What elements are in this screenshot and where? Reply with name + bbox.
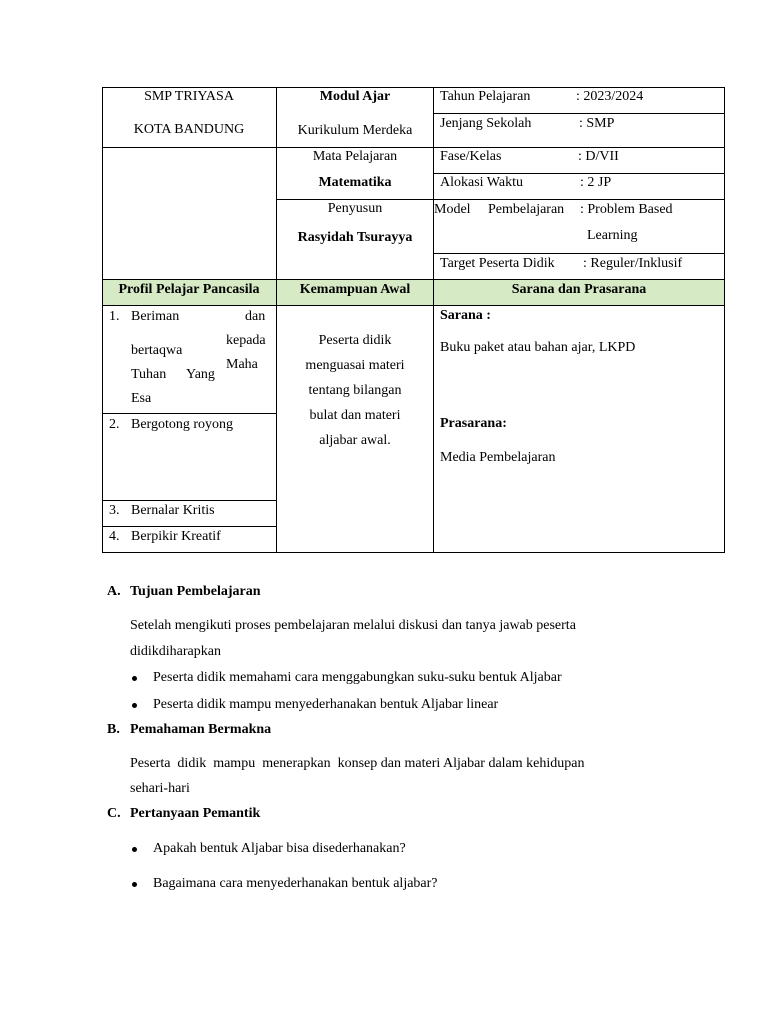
- alokasi-value: : 2 JP: [580, 175, 612, 190]
- bullet-icon: [132, 703, 137, 708]
- kemampuan-line: tentang bilangan: [308, 383, 402, 398]
- section-a-paragraph-cont: didikdiharapkan: [130, 644, 221, 659]
- profil-number-1: 1.: [109, 309, 120, 324]
- school-name: SMP TRIYASA: [144, 89, 234, 104]
- table-border: [433, 253, 725, 254]
- profil-item-1-word: kepada: [226, 333, 266, 348]
- table-border: [433, 87, 434, 553]
- table-border: [276, 87, 277, 553]
- target-label: Target Peserta Didik: [440, 256, 555, 271]
- jenjang-value: : SMP: [579, 116, 615, 131]
- profil-number-3: 3.: [109, 503, 120, 518]
- table-border-bottom: [102, 552, 725, 553]
- fase-label: Fase/Kelas: [440, 149, 502, 164]
- model-value-cont: Learning: [587, 228, 638, 243]
- table-border: [102, 305, 725, 306]
- section-c-title: Pertanyaan Pemantik: [130, 806, 261, 821]
- profil-item-1-word: Yang: [186, 367, 215, 382]
- section-a-paragraph: Setelah mengikuti proses pembelajaran melalui diskusi dan tanya jawab peserta: [130, 618, 576, 633]
- profil-item-1-word: Maha: [226, 357, 258, 372]
- table-border: [433, 173, 725, 174]
- table-border: [102, 147, 725, 148]
- section-a-bullet-1: Peserta didik memahami cara menggabungkan suku-suku bentuk Aljabar: [153, 670, 562, 685]
- profil-item-1-word: Tuhan: [131, 367, 167, 382]
- profil-item-4: Berpikir Kreatif: [131, 529, 221, 544]
- subject: Matematika: [318, 175, 392, 190]
- model-value: : Problem Based: [580, 202, 673, 217]
- table-border: [102, 526, 276, 527]
- section-b-title: Pemahaman Bermakna: [130, 722, 272, 737]
- section-c-letter: C.: [107, 806, 121, 821]
- model-label-1: Model: [434, 202, 471, 217]
- section-c-bullet-2: Bagaimana cara menyederhanakan bentuk aljabar?: [153, 876, 438, 891]
- header-profil: Profil Pelajar Pancasila: [118, 282, 260, 297]
- bullet-icon: [132, 882, 137, 887]
- table-border: [276, 199, 725, 200]
- profil-item-1-word: Esa: [131, 391, 152, 406]
- table-border: [433, 113, 725, 114]
- profil-number-2: 2.: [109, 417, 120, 432]
- tahun-value: : 2023/2024: [576, 89, 644, 104]
- table-border-right: [724, 87, 725, 553]
- section-c-bullet-1: Apakah bentuk Aljabar bisa disederhanakan?: [153, 841, 406, 856]
- section-a-letter: A.: [107, 584, 121, 599]
- tahun-label: Tahun Pelajaran: [440, 89, 531, 104]
- kemampuan-line: aljabar awal.: [319, 433, 391, 448]
- section-b-paragraph: Peserta didik mampu menerapkan konsep dan materi Aljabar dalam kehidupan: [130, 756, 585, 771]
- profil-item-1-word: dan: [245, 309, 266, 324]
- table-border-left: [102, 87, 103, 553]
- profil-item-2: Bergotong royong: [131, 417, 234, 432]
- profil-number-4: 4.: [109, 529, 120, 544]
- table-border: [102, 500, 276, 501]
- prasarana-text: Media Pembelajaran: [440, 450, 556, 465]
- profil-item-1-word: bertaqwa: [131, 343, 183, 358]
- table-border-top: [102, 87, 725, 88]
- fase-value: : D/VII: [578, 149, 619, 164]
- table-border: [102, 413, 276, 414]
- kemampuan-line: menguasai materi: [305, 358, 405, 373]
- sarana-title: Sarana :: [440, 308, 491, 323]
- author: Rasyidah Tsurayya: [297, 230, 413, 245]
- subject-label: Mata Pelajaran: [312, 149, 398, 164]
- model-label-2: Pembelajaran: [488, 202, 565, 217]
- prasarana-title: Prasarana:: [440, 416, 507, 431]
- school-city: KOTA BANDUNG: [133, 122, 245, 137]
- alokasi-label: Alokasi Waktu: [440, 175, 523, 190]
- section-b-letter: B.: [107, 722, 120, 737]
- section-b-paragraph-cont: sehari-hari: [130, 781, 190, 796]
- curriculum: Kurikulum Merdeka: [297, 123, 413, 138]
- target-value: : Reguler/Inklusif: [583, 256, 683, 271]
- profil-item-3: Bernalar Kritis: [131, 503, 215, 518]
- author-label: Penyusun: [327, 201, 383, 216]
- bullet-icon: [132, 676, 137, 681]
- header-kemampuan: Kemampuan Awal: [299, 282, 411, 297]
- sarana-text: Buku paket atau bahan ajar, LKPD: [440, 340, 636, 355]
- section-a-bullet-2: Peserta didik mampu menyederhanakan bentuk Aljabar linear: [153, 697, 499, 712]
- kemampuan-line: bulat dan materi: [309, 408, 401, 423]
- table-border: [102, 279, 725, 280]
- header-sarana: Sarana dan Prasarana: [511, 282, 647, 297]
- section-a-title: Tujuan Pembelajaran: [130, 584, 261, 599]
- jenjang-label: Jenjang Sekolah: [440, 116, 532, 131]
- profil-item-1-word: Beriman: [131, 309, 180, 324]
- kemampuan-line: Peserta didik: [318, 333, 392, 348]
- bullet-icon: [132, 847, 137, 852]
- module-title: Modul Ajar: [319, 89, 391, 104]
